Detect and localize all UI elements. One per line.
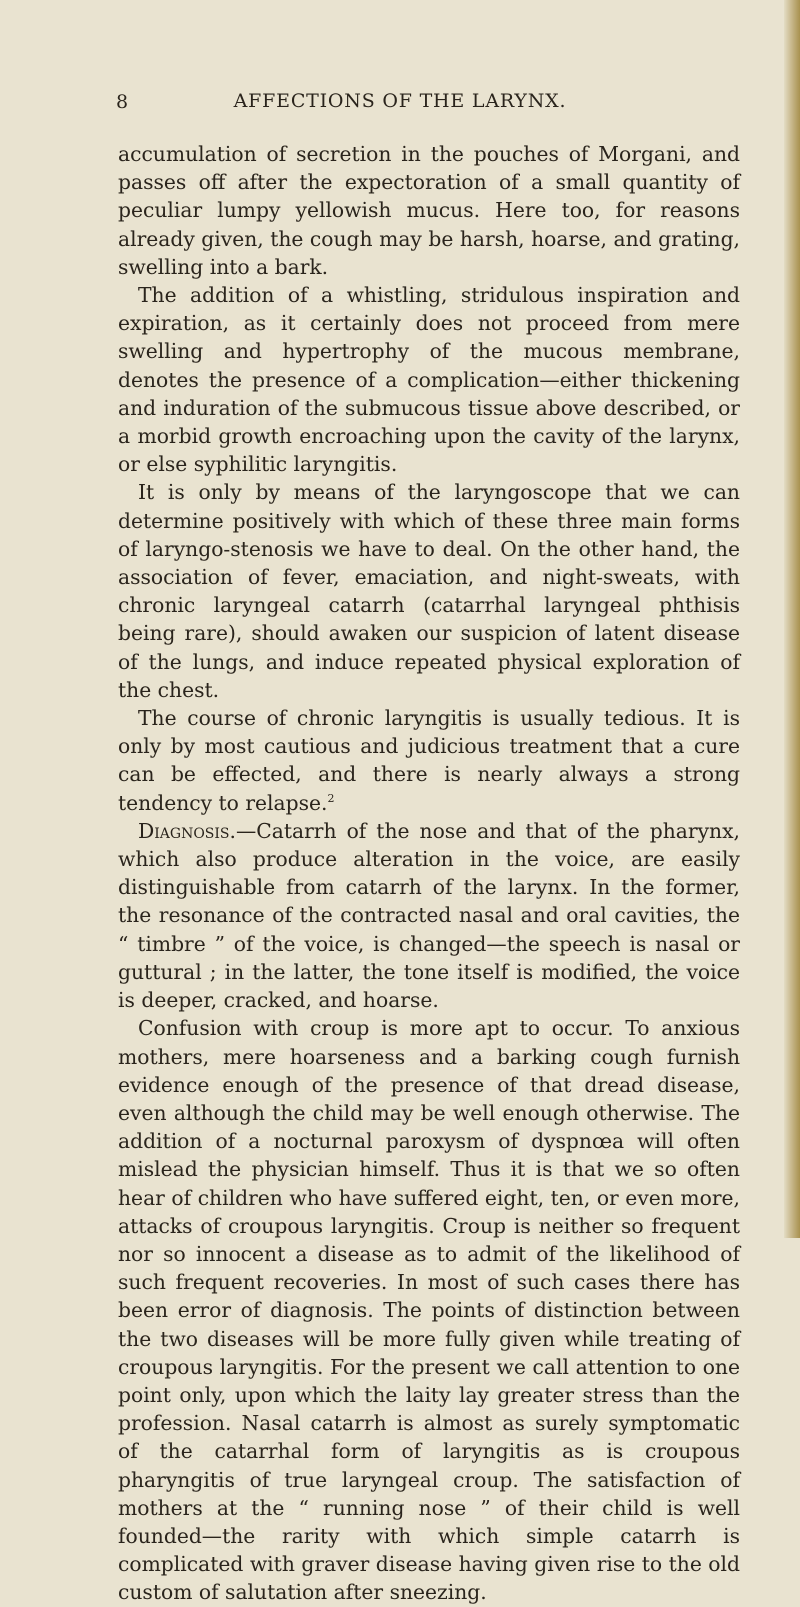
page-number: 8 xyxy=(116,91,129,113)
paragraph-text: —Catarrh of the nose and that of the pharynx, which also produce alteration in the voice, are easily distinguishable from catarrh of the larynx. In the former, the resonance of the contracted nasal and oral cavities, the “ timbre ” of the voice, is changed—the speech is nasal or guttural ; in the latter, the tone itself is modified, the voice is deeper, cracked, and hoarse. xyxy=(118,818,740,1013)
paragraph-text: The course of chronic laryngitis is usually tedious. It is only by most cautious and judicious treatment that a cure can be effected, and there is nearly always a strong tendency to relapse. xyxy=(118,706,740,815)
paragraph xyxy=(118,281,740,478)
paragraph-text: It is only by means of the laryngoscope that we can determine positively with which of these three main forms of laryngo-stenosis we have to deal. On the other hand, the association of fever, emaciation, and night-sweats, with chronic laryngeal catarrh (catarrhal laryngeal phthisis being rare), should awaken our suspicion of latent disease of the lungs, and induce repeated physical exploration of the chest. xyxy=(118,480,740,702)
paragraph xyxy=(118,478,740,704)
section-heading: Diagnosis. xyxy=(138,818,236,843)
running-title: AFFECTIONS OF THE LARYNX. xyxy=(233,90,567,112)
body-text xyxy=(118,140,740,1607)
paragraph xyxy=(118,817,740,1014)
paragraph xyxy=(118,704,740,817)
running-head xyxy=(0,88,800,118)
footnote-marker: 2 xyxy=(327,791,335,805)
paragraph xyxy=(118,140,740,281)
paragraph-text: accumulation of secretion in the pouches of Morgani, and passes off after the expectoration of a small quantity of peculiar lumpy yellowish mucus. Here too, for reasons already given, the cough may be harsh, hoarse, and grating, swelling into a bark. xyxy=(118,142,740,279)
paragraph-text: The addition of a whistling, stridulous inspiration and expiration, as it certainly does not proceed from mere swelling and hypertrophy of the mucous membrane, denotes the presence of a complication—either thickening and induration of the submucous tissue above described, or a morbid growth encroaching upon the cavity of the larynx, or else syphilitic laryngitis. xyxy=(118,283,740,477)
paragraph xyxy=(118,1014,740,1606)
page-edge xyxy=(784,0,800,1238)
paragraph-text: Confusion with croup is more apt to occur. To anxious mothers, mere hoarseness and a barking cough furnish evidence enough of the presence of that dread disease, even although the child may be well enough otherwise. The addition of a nocturnal paroxysm of dyspnœa will often mislead the physician himself. Thus it is that we so often hear of children who have suffered eight, ten, or even more, attacks of croupous laryngitis. Croup is neither so frequent nor so innocent a disease as to admit of the likelihood of such frequent recoveries. In most of such cases there has been error of diagnosis. The points of distinction between the two diseases will be more fully given while treating of croupous laryngitis. For the present we call attention to one point only, upon which the laity lay greater stress than the profession. Nasal catarrh is almost as surely symptomatic of the catarrhal form of laryngitis as is croupous pharyngitis of true laryngeal croup. The satisfaction of mothers at the “ running nose ” of their child is well founded—the rarity with which simple catarrh is complicated with graver disease having given rise to the old custom of salutation after sneezing. xyxy=(118,1016,740,1605)
